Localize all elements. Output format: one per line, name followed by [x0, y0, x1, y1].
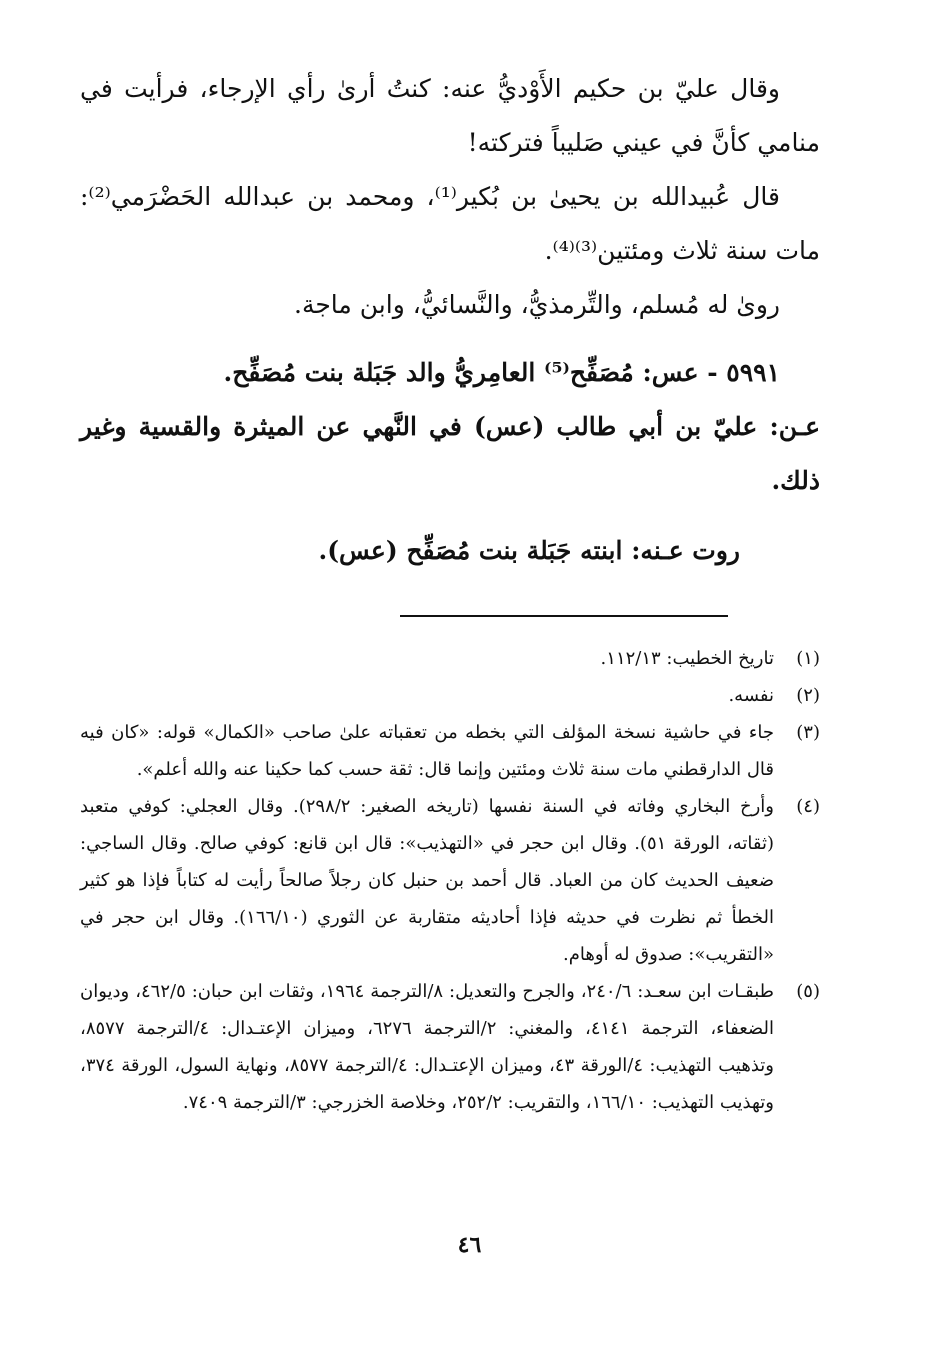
footnote-divider	[400, 615, 728, 617]
page-number: ٤٦	[457, 1232, 482, 1258]
paragraph-death-date: قال عُبيدالله بن يحيىٰ بن بُكير⁽¹⁾، ومحمد بن عبدالله الحَضْرَمي⁽²⁾: مات سنة ثلاث ومئتين⁽³⁾⁽⁴⁾.	[80, 182, 820, 265]
footnote-number: (٥)	[796, 981, 820, 1002]
footnote-3	[80, 714, 820, 788]
footnote-text: طبقـات ابن سعـد: ٢٤٠/٦، والجرح والتعديل: ٨/الترجمة ١٩٦٤، وثقات ابن حبان: ٤٦٢/٥، وديوان الضعفاء، الترجمة ٤١٤١، والمغني: ٢/الترجمة ٦٢٧٦، وميزان الإعتـدال: ٤/الترجمة ٨٥٧٧، وتذهيب التهذيب: ٤/الورقة ٤٣، وميزان الإعتـدال: ٤/الترجمة ٨٥٧٧، ونهاية السول، الورقة ٣٧٤، وتهذيب التهذيب: ١٦٦/١٠، والتقريب: ٢٥٢/٢، وخلاصة الخزرجي: ٣/الترجمة ٧٤٠٩.	[80, 981, 775, 1113]
footnote-text: وأرخ البخاري وفاته في السنة نفسها (تاريخه الصغير: ٢٩٨/٢). وقال العجلي: كوفي متعبد (ثقاته، الورقة ٥١). وقال ابن حجر في «التهذيب»: قال ابن قانع: كوفي صالح. وقال الساجي: ضعيف الحديث كان من العباد. قال أحمد بن حنبل كان رجلاً صالحاً رأيت له كتاباً فإذا هو كثير الخطأ ثم نظرت في حديثه فإذا أحاديثه متقاربة عن الثوري (١٦٦/١٠). وقال ابن حجر في «التقريب»: صدوق له أوهام.	[80, 796, 775, 965]
footnote-text: تاريخ الخطيب: ١١٢/١٣.	[600, 648, 774, 669]
footnote-number: (٢)	[796, 685, 820, 706]
footnote-1	[80, 640, 820, 677]
entry-heading: ٥٩٩١ - عس: مُصَفِّح⁽⁵⁾ العامِريُّ والد جَبَلة بنت مُصَفِّح.	[223, 358, 780, 387]
footnote-4	[80, 788, 820, 973]
footnote-number: (٣)	[796, 722, 820, 743]
from-text: عليّ بن أبي طالب (عس) في النَّهي عن الميثرة والقسية وغير ذلك.	[80, 412, 820, 495]
footnote-2	[80, 677, 820, 714]
narrated-text: ابنته جَبَلة بنت مُصَفِّح (عس).	[318, 536, 623, 565]
entry-from	[80, 400, 820, 508]
entry-narrated-by	[80, 524, 820, 578]
from-label: عـن:	[769, 412, 820, 441]
footnotes	[80, 640, 820, 1121]
footnote-number: (١)	[796, 648, 820, 669]
main-text-block	[80, 62, 820, 578]
narrated-label: روت عـنه:	[631, 536, 740, 565]
main-text	[80, 62, 820, 578]
footnote-5	[80, 973, 820, 1121]
paragraph-narrators: روىٰ له مُسلم، والتِّرمذيُّ، والنَّسائيُّ، وابن ماجة.	[294, 290, 780, 319]
footnote-text: جاء في حاشية نسخة المؤلف التي بخطه من تعقباته علىٰ صاحب «الكمال» قوله: «كان فيه قال الدارقطني مات سنة ثلاث ومئتين وإنما قال: ثقة حسب كما حكينا عنه والله أعلم».	[80, 722, 774, 780]
footnote-number: (٤)	[796, 796, 820, 817]
paragraph-dream-narration: وقال عليّ بن حكيم الأَوْديُّ عنه: كنتُ أرىٰ رأي الإرجاء، فرأيت في منامي كأنَّ في عيني صَليباً فتركته!	[80, 74, 820, 157]
footnote-text: نفسه.	[728, 685, 774, 706]
